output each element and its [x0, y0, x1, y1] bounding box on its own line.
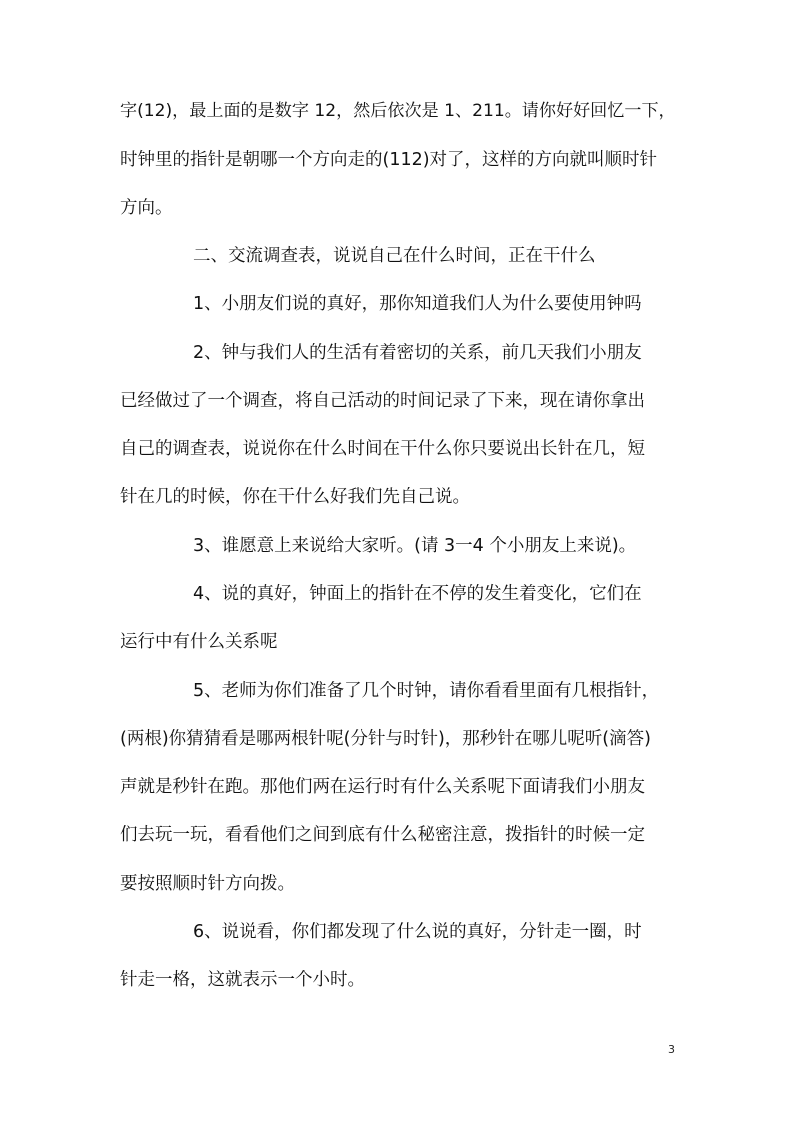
text-line-15: 声就是秒针在跑。那他们两在运行时有什么关系呢下面请我们小朋友: [120, 777, 645, 797]
text-line-12: 运行中有什么关系呢: [120, 632, 278, 652]
text-line-3: 方向。: [120, 198, 173, 218]
text-line-8: 自己的调查表，说说你在什么时间在干什么你只要说出长针在几，短: [120, 439, 645, 459]
text-line-16: 们去玩一玩，看看他们之间到底有什么秘密注意，拨指针的时候一定: [120, 825, 645, 845]
text-line-14: (两根)你猜猜看是哪两根针呢(分针与时针)，那秒针在哪儿呢听(滴答): [120, 729, 651, 749]
text-line-9: 针在几的时候，你在干什么好我们先自己说。: [120, 487, 470, 507]
text-line-11: 4、说的真好，钟面上的指针在不停的发生着变化，它们在: [193, 584, 642, 604]
text-line-7: 已经做过了一个调查，将自己活动的时间记录了下来，现在请你拿出: [120, 391, 645, 411]
text-line-1: 字(12)，最上面的是数字 12，然后依次是 1、211。请你好好回忆一下，: [120, 101, 676, 121]
text-line-10: 3、谁愿意上来说给大家听。(请 3一4 个小朋友上来说)。: [193, 536, 637, 556]
text-line-17: 要按照顺时针方向拨。: [120, 874, 295, 894]
page-number: 3: [668, 1043, 675, 1056]
text-line-13: 5、老师为你们准备了几个时钟，请你看看里面有几根指针，: [193, 681, 660, 701]
text-line-6: 2、钟与我们人的生活有着密切的关系，前几天我们小朋友: [193, 343, 642, 363]
text-line-5: 1、小朋友们说的真好，那你知道我们人为什么要使用钟吗: [193, 294, 642, 314]
text-line-18: 6、说说看，你们都发现了什么说的真好，分针走一圈，时: [193, 922, 642, 942]
text-line-19: 针走一格，这就表示一个小时。: [120, 970, 365, 990]
text-line-2: 时钟里的指针是朝哪一个方向走的(112)对了，这样的方向就叫顺时针: [120, 150, 658, 170]
section-heading: 二、交流调查表，说说自己在什么时间，正在干什么: [193, 246, 596, 266]
